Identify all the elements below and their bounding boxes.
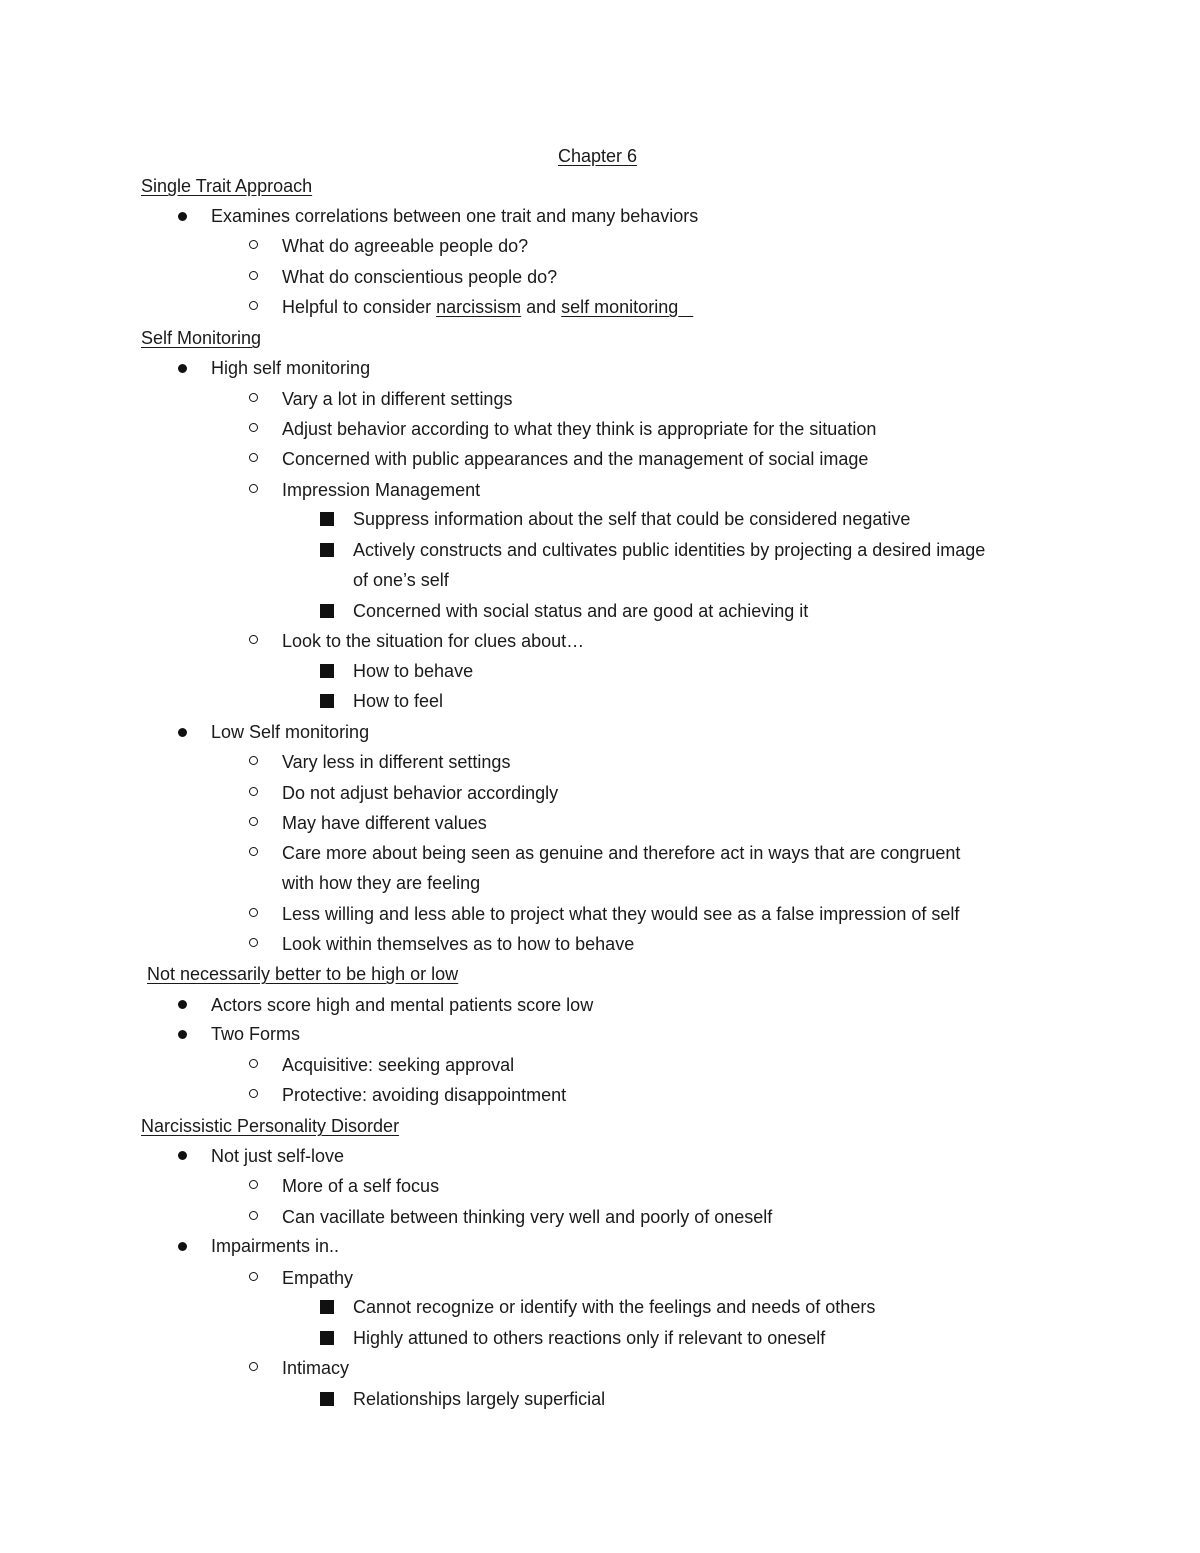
list-item: Protective: avoiding disappointment	[282, 1085, 567, 1105]
list-item: Do not adjust behavior accordingly	[282, 783, 559, 803]
page-title: Chapter 6	[558, 146, 638, 166]
list-item: What do conscientious people do?	[282, 267, 558, 287]
square-bullet-icon	[320, 1331, 334, 1345]
bullet-icon	[178, 212, 187, 221]
circle-bullet-icon	[249, 484, 258, 493]
list-item: How to feel	[353, 691, 444, 711]
list-item: Empathy	[282, 1268, 354, 1288]
list-item: Care more about being seen as genuine and therefore act in ways that are congruent	[282, 843, 961, 863]
square-bullet-icon	[320, 664, 334, 678]
list-item: Relationships largely superficial	[353, 1389, 606, 1409]
circle-bullet-icon	[249, 1272, 258, 1281]
text-fragment: and	[521, 297, 562, 317]
list-item: Vary less in different settings	[282, 752, 511, 772]
bullet-icon	[178, 1000, 187, 1009]
section-heading-self-monitoring: Self Monitoring	[141, 328, 262, 348]
bullet-icon	[178, 1030, 187, 1039]
circle-bullet-icon	[249, 1059, 258, 1068]
circle-bullet-icon	[249, 817, 258, 826]
square-bullet-icon	[320, 512, 334, 526]
list-item: Low Self monitoring	[211, 722, 370, 742]
circle-bullet-icon	[249, 756, 258, 765]
square-bullet-icon	[320, 1300, 334, 1314]
bullet-icon	[178, 364, 187, 373]
list-item: Actors score high and mental patients score low	[211, 995, 594, 1015]
underline-trail	[678, 297, 693, 317]
list-item: High self monitoring	[211, 358, 371, 378]
circle-bullet-icon	[249, 787, 258, 796]
text-fragment: Helpful to consider	[282, 297, 437, 317]
bullet-icon	[178, 1242, 187, 1251]
circle-bullet-icon	[249, 908, 258, 917]
list-item: Actively constructs and cultivates public identities by projecting a desired image	[353, 540, 986, 560]
list-item: Can vacillate between thinking very well and poorly of oneself	[282, 1207, 773, 1227]
list-item: Suppress information about the self that could be considered negative	[353, 509, 911, 529]
circle-bullet-icon	[249, 1211, 258, 1220]
circle-bullet-icon	[249, 423, 258, 432]
list-item: Less willing and less able to project what they would see as a false impression of self	[282, 904, 960, 924]
circle-bullet-icon	[249, 240, 258, 249]
list-item: Vary a lot in different settings	[282, 389, 513, 409]
list-item: Impression Management	[282, 480, 481, 500]
section-heading-not-necessarily: Not necessarily better to be high or low	[147, 964, 459, 984]
circle-bullet-icon	[249, 847, 258, 856]
list-item: Intimacy	[282, 1358, 350, 1378]
circle-bullet-icon	[249, 1089, 258, 1098]
circle-bullet-icon	[249, 393, 258, 402]
self-monitoring-link[interactable]: self monitoring	[561, 297, 679, 317]
list-item: May have different values	[282, 813, 487, 833]
circle-bullet-icon	[249, 271, 258, 280]
list-item: What do agreeable people do?	[282, 236, 529, 256]
section-heading-npd: Narcissistic Personality Disorder	[141, 1116, 400, 1136]
list-item: Impairments in..	[211, 1236, 340, 1256]
list-item-continuation: with how they are feeling	[282, 873, 481, 893]
list-item: How to behave	[353, 661, 474, 681]
list-item: Concerned with social status and are good at achieving it	[353, 601, 809, 621]
bullet-icon	[178, 728, 187, 737]
list-item: More of a self focus	[282, 1176, 440, 1196]
list-item: Highly attuned to others reactions only if relevant to oneself	[353, 1328, 826, 1348]
square-bullet-icon	[320, 694, 334, 708]
circle-bullet-icon	[249, 301, 258, 310]
list-item: Cannot recognize or identify with the feelings and needs of others	[353, 1297, 876, 1317]
list-item: Acquisitive: seeking approval	[282, 1055, 515, 1075]
circle-bullet-icon	[249, 1362, 258, 1371]
list-item: Examines correlations between one trait and many behaviors	[211, 206, 699, 226]
list-item: Look to the situation for clues about…	[282, 631, 585, 651]
circle-bullet-icon	[249, 1180, 258, 1189]
list-item: Concerned with public appearances and the management of social image	[282, 449, 869, 469]
list-item-continuation: of one’s self	[353, 570, 449, 590]
circle-bullet-icon	[249, 453, 258, 462]
square-bullet-icon	[320, 543, 334, 557]
square-bullet-icon	[320, 1392, 334, 1406]
list-item: Not just self-love	[211, 1146, 345, 1166]
circle-bullet-icon	[249, 938, 258, 947]
section-heading-single-trait: Single Trait Approach	[141, 176, 313, 196]
list-item: Adjust behavior according to what they think is appropriate for the situation	[282, 419, 877, 439]
list-item	[282, 296, 693, 318]
circle-bullet-icon	[249, 635, 258, 644]
bullet-icon	[178, 1151, 187, 1160]
list-item: Two Forms	[211, 1024, 301, 1044]
narcissism-link[interactable]: narcissism	[436, 297, 522, 317]
list-item: Look within themselves as to how to behave	[282, 934, 635, 954]
square-bullet-icon	[320, 604, 334, 618]
